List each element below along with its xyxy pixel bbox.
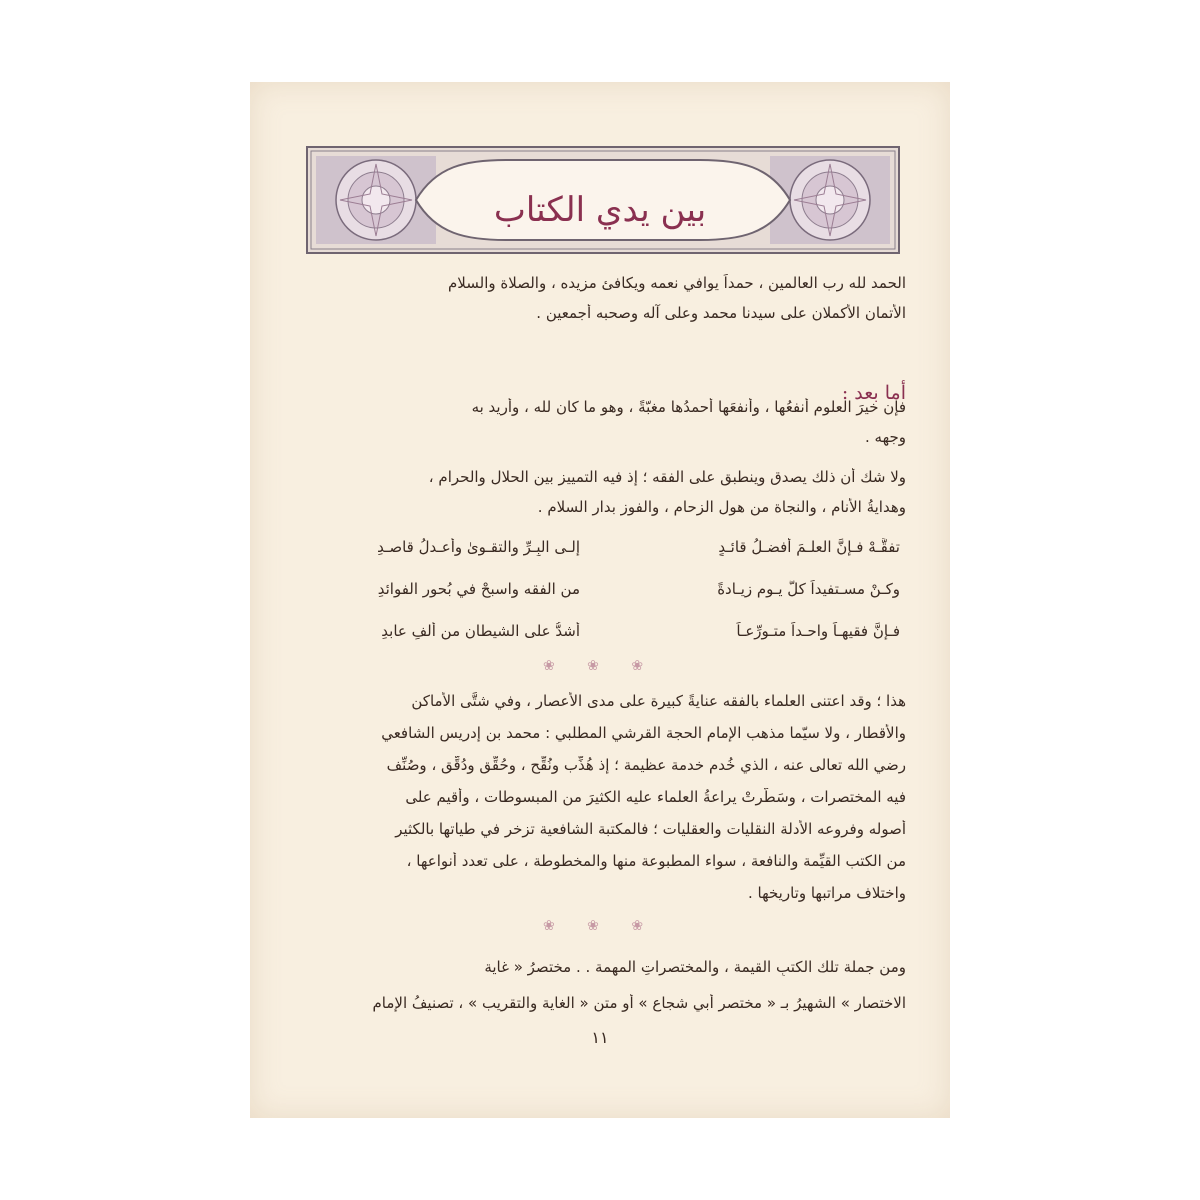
text-line: فإن خيرَ العلوم أنفعُها ، وأنفعَها أحمدُها مغبّةً ، وهو ما كان لله ، وأُريد به	[471, 398, 906, 416]
text-line: من الكتب القيِّمة والنافعة ، سواء المطبوعة منها والمخطوطة ، على تعدد أنواعها ،	[406, 852, 906, 870]
page-number: ١١	[591, 1028, 609, 1047]
text-line: ومن جملة تلك الكتبِ القيمة ، والمختصراتِ المهمة . . مختصرُ « غاية	[484, 958, 906, 976]
text-line: أصوله وفروعه الأدلة النقليات والعقليات ؛ فالمكتبة الشافعية تزخر في طياتها بالكثير	[395, 820, 906, 838]
text-line: الأتمان الأكملان على سيدنا محمد وعلى آله وصحبه أجمعين .	[536, 304, 906, 322]
text-line: واختلاف مراتبها وتاريخها .	[747, 884, 906, 902]
text-line: هذا ؛ وقد اعتنى العلماء بالفقه عنايةً كبيرة على مدى الأعصار ، وفي شتَّى الأماكن	[411, 692, 906, 710]
flower-ornament-divider: ❀ ❀ ❀	[542, 658, 658, 674]
poem-verse-right-2: وكـنْ مسـتفيداً كلَّ يـوم زيـادةً	[717, 580, 900, 598]
text-line: الحمد لله رب العالمين ، حمداً يوافي نعمه ويكافئ مزيده ، والصلاة والسلام	[448, 274, 906, 292]
poem-verse-right-3: فـإنَّ فقيهـاً واحـداً متـورِّعـاً	[736, 622, 900, 640]
text-line: وهدايةُ الأنام ، والنجاة من هول الزحام ، والفوز بدار السلام .	[537, 498, 906, 516]
poem-verse-right-1: تفقَّـهْ فـإنَّ العلـمَ أفضـلُ قائـدٍ	[718, 538, 900, 556]
text-line: ولا شك أن ذلك يصدق وينطبق على الفقه ؛ إذ فيه التمييز بين الحلال والحرام ،	[428, 468, 906, 486]
text-line: فيه المختصرات ، وسَطَّرتْ يراعةُ العلماء عليه الكثيرَ من المبسوطات ، وأُقيم على	[405, 788, 906, 806]
poem-verse-left-2: من الفقه واسبحْ في بُحور الفوائدِ	[377, 580, 580, 598]
text-line: والأقطار ، ولا سيّما مذهب الإمام الحجة القرشي المطلبي : محمد بن إدريس الشافعي	[381, 724, 906, 742]
text-line: رضي الله تعالى عنه ، الذي خُدم خدمة عظيمة ؛ إذ هُذِّب ونُقِّح ، وحُقِّق ودُقِّق ، وصُنِّف	[386, 756, 906, 774]
flower-ornament-divider: ❀ ❀ ❀	[542, 918, 658, 934]
book-page	[250, 82, 950, 1118]
amma-baad-heading: أما بعد :	[841, 382, 906, 404]
page-title: بين يدي الكتاب	[493, 190, 707, 230]
poem-verse-left-3: أشدُّ على الشيطان من ألفِ عابدِ	[381, 622, 580, 640]
text-line: وجهه .	[864, 428, 906, 446]
poem-verse-left-1: إلـى البِـرِّ والتقـوىٰ وأعـدلُ قاصـدِ	[377, 538, 580, 556]
text-line: الاختصار » الشهيرُ بـ « مختصر أبي شجاع » أو متنِ « الغاية والتقريب » ، تصنيفُ الإمام	[372, 994, 906, 1012]
